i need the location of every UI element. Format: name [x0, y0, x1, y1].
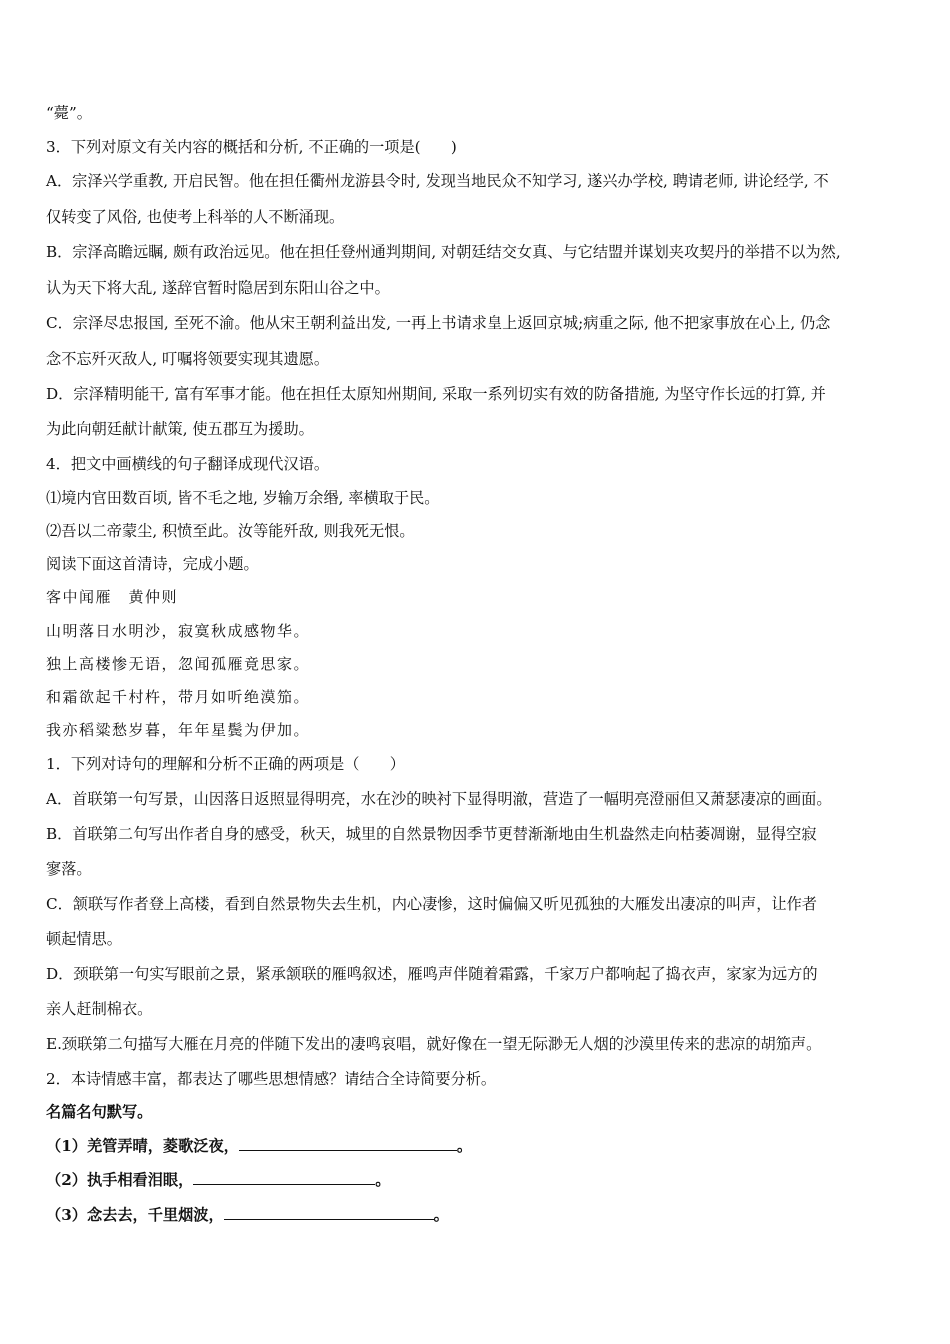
dictation-blank-2[interactable]: [193, 1170, 375, 1185]
poem-option-d-line-2: 亲人赶制棉衣。: [46, 1000, 153, 1018]
poem-option-c-line-1: C．颔联写作者登上高楼，看到自然景物失去生机，内心凄惨，这时偏偏又听见孤独的大雁发出凄凉的叫声，让作者: [46, 895, 817, 913]
poem-option-a: A．首联第一句写景，山因落日返照显得明亮，水在沙的映衬下显得明澈，营造了一幅明亮澄丽但又萧瑟凄凉的画面。: [46, 790, 832, 808]
option-d-line-2: 为此向朝廷献计献策, 使五郡互为援助。: [46, 420, 314, 438]
poem-question-2-stem: 2．本诗情感丰富，都表达了哪些思想情感？请结合全诗简要分析。: [46, 1070, 497, 1088]
dictation-item-1-end: 。: [456, 1137, 473, 1155]
translation-sentence-1: ⑴境内官田数百顷, 皆不毛之地, 岁输万余缗, 率横取于民。: [46, 489, 440, 507]
text-line: “薨”。: [46, 104, 92, 122]
dictation-blank-3[interactable]: [224, 1205, 434, 1220]
dictation-item-2-text: （2）执手相看泪眼，: [46, 1171, 194, 1189]
poem-option-c-line-2: 顿起情思。: [46, 930, 122, 948]
dictation-heading: 名篇名句默写。: [46, 1103, 153, 1121]
poem-option-b-line-2: 寥落。: [46, 860, 92, 878]
option-c-line-1: C．宗泽尽忠报国, 至死不渝。他从宋王朝利益出发, 一再上书请求皇上返回京城;病重之际, 他不把家事放在心上, 仍念: [46, 314, 831, 332]
dictation-item-1: [46, 1136, 472, 1156]
dictation-item-1-text: （1）羌管弄晴，菱歌泛夜，: [46, 1137, 239, 1155]
option-a-line-1: A．宗泽兴学重教, 开启民智。他在担任衢州龙游县令时, 发现当地民众不知学习, 遂兴办学校, 聘请老师, 讲论经学, 不: [46, 172, 829, 190]
translation-sentence-2: ⑵吾以二帝蒙尘, 积愤至此。汝等能歼敌, 则我死无恨。: [46, 522, 415, 540]
dictation-item-2-end: 。: [375, 1171, 391, 1189]
dictation-blank-1[interactable]: [239, 1136, 457, 1151]
poem-option-e: E.颈联第二句描写大雁在月亮的伴随下发出的凄鸣哀唱，就好像在一望无际渺无人烟的沙漠里传来的悲凉的胡笳声。: [46, 1035, 822, 1053]
option-b-line-1: B．宗泽高瞻远瞩, 颇有政治远见。他在担任登州通判期间, 对朝廷结交女真、与它结盟并谋划夹攻契丹的举措不以为然,: [46, 243, 841, 261]
question-4-stem: 4．把文中画横线的句子翻译成现代汉语。: [46, 455, 330, 473]
poem-option-b-line-1: B．首联第二句写出作者自身的感受，秋天，城里的自然景物因季节更替渐渐地由生机盎然走向枯萎凋谢，显得空寂: [46, 825, 817, 843]
option-a-line-2: 仅转变了风俗, 也使考上科举的人不断涌现。: [46, 208, 345, 226]
option-b-line-2: 认为天下将大乱, 遂辞官暂时隐居到东阳山谷之中。: [46, 279, 390, 297]
poem-line-2: 独上高楼惨无语，忽闻孤雁竟思家。: [46, 655, 311, 673]
dictation-item-3-text: （3）念去去，千里烟波，: [46, 1206, 224, 1224]
poem-instruction: 阅读下面这首清诗，完成小题。: [46, 555, 259, 573]
poem-option-d-line-1: D．颈联第一句实写眼前之景，紧承颔联的雁鸣叙述，雁鸣声伴随着霜露，千家万户都响起了捣衣声，家家为远方的: [46, 965, 818, 983]
question-3-stem: 3．下列对原文有关内容的概括和分析, 不正确的一项是( ): [46, 138, 457, 156]
dictation-item-3-end: 。: [433, 1206, 449, 1224]
option-c-line-2: 念不忘歼灭敌人, 叮嘱将领要实现其遗愿。: [46, 350, 330, 368]
poem-line-3: 和霜欲起千村杵，带月如听绝漠笳。: [46, 688, 311, 706]
poem-line-1: 山明落日水明沙，寂寞秋成感物华。: [46, 622, 311, 640]
dictation-item-3: [46, 1205, 449, 1225]
poem-title: 客中闻雁 黄仲则: [46, 588, 179, 606]
option-d-line-1: D．宗泽精明能干, 富有军事才能。他在担任太原知州期间, 采取一系列切实有效的防备措施, 为坚守作长远的打算, 并: [46, 385, 826, 403]
poem-question-1-stem: 1．下列对诗句的理解和分析不正确的两项是（ ）: [46, 755, 405, 773]
dictation-item-2: [46, 1170, 390, 1190]
poem-line-4: 我亦稻粱愁岁暮，年年星鬓为伊加。: [46, 721, 311, 739]
